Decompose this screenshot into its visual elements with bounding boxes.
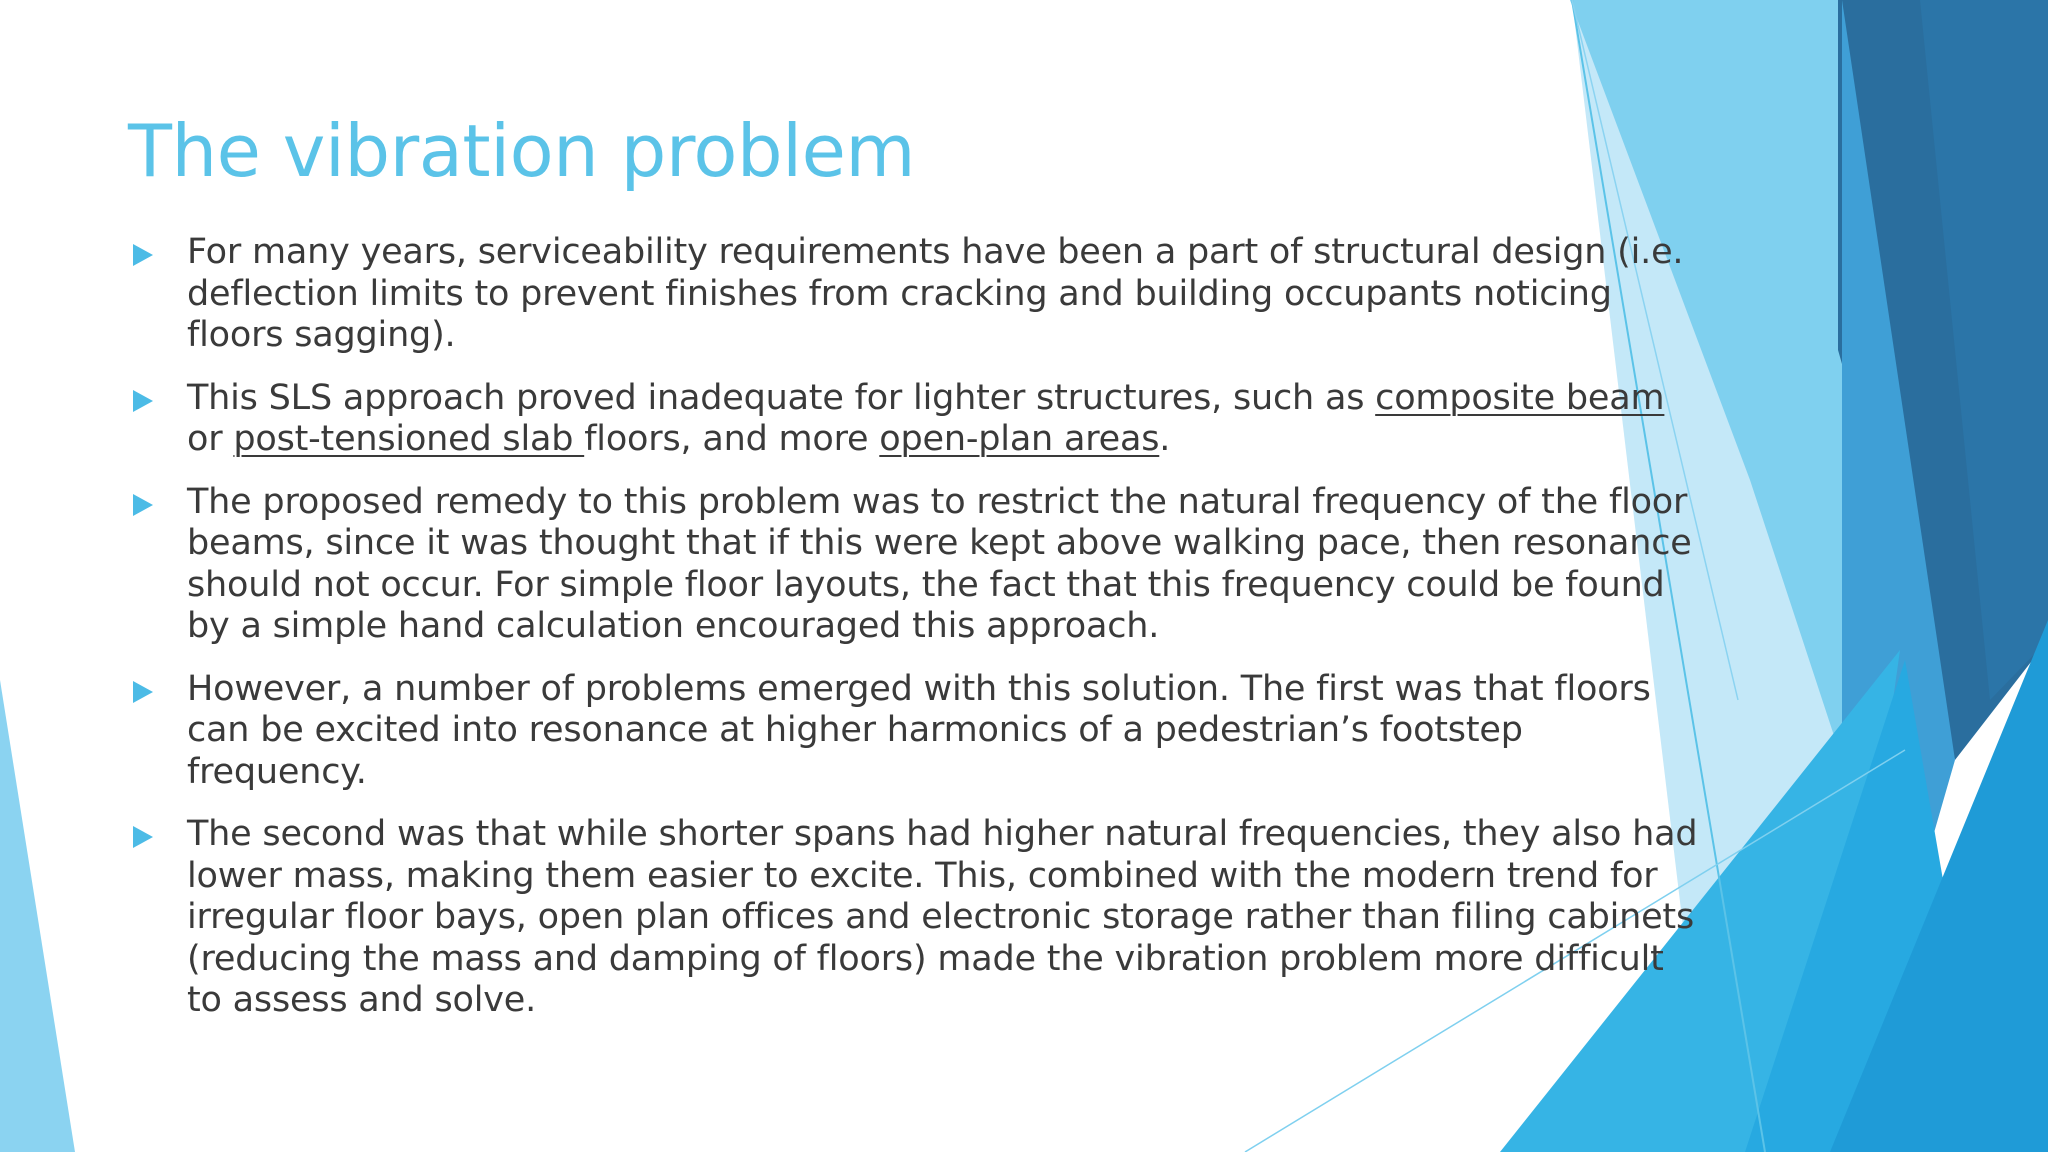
bullet-text: or [187, 419, 234, 459]
link-composite-beam[interactable]: composite beam [1375, 377, 1665, 418]
bullet-item [128, 482, 1708, 648]
triangle-right-icon [133, 244, 153, 266]
left-edge-shape [0, 680, 75, 1152]
bullet-item [128, 814, 1708, 1022]
bullet-text: floors, and more [584, 419, 880, 459]
bullet-text: For many years, serviceability requirements have been a part of structural design (i.e. deflection limits to prevent finishes from cracking and building occupants noticing floors sagging). [187, 232, 1684, 355]
bullet-text: . [1159, 419, 1171, 459]
link-post-tensioned-slab[interactable]: post-tensioned slab [233, 419, 585, 459]
triangle-right-icon [133, 390, 153, 412]
triangle-right-icon [133, 826, 153, 848]
triangle-right-icon [133, 681, 153, 703]
link-open-plan-areas[interactable]: open-plan areas [879, 419, 1160, 459]
bullet-text: However, a number of problems emerged with this solution. The first was that floors can be excited into resonance at higher harmonics of a pedestrian’s footstep frequency. [187, 668, 1651, 792]
bullet-text: The second was that while shorter spans had higher natural frequencies, they also had lower mass, making them easier to excite. This, combined with the modern trend for irregular floor bays, open plan offices and electronic storage rather than filing cabinets (reducing the mass and damping of floors) made the vibration problem more difficult to assess and solve. [187, 814, 1698, 1020]
bullet-item [128, 378, 1708, 461]
triangle-right-icon [133, 494, 153, 516]
bullet-item [128, 232, 1708, 357]
bullet-text: The proposed remedy to this problem was to restrict the natural frequency of the floor beams, since it was thought that if this were kept above walking pace, then resonance should not occur. For simple floor layouts, the fact that this frequency could be found by a simple hand calculation encouraged this approach. [187, 481, 1692, 646]
bullet-item [128, 669, 1708, 794]
bullet-list [128, 232, 1708, 1043]
bullet-text: This SLS approach proved inadequate for lighter structures, such as [187, 377, 1376, 418]
slide-title: The vibration problem [128, 109, 916, 193]
